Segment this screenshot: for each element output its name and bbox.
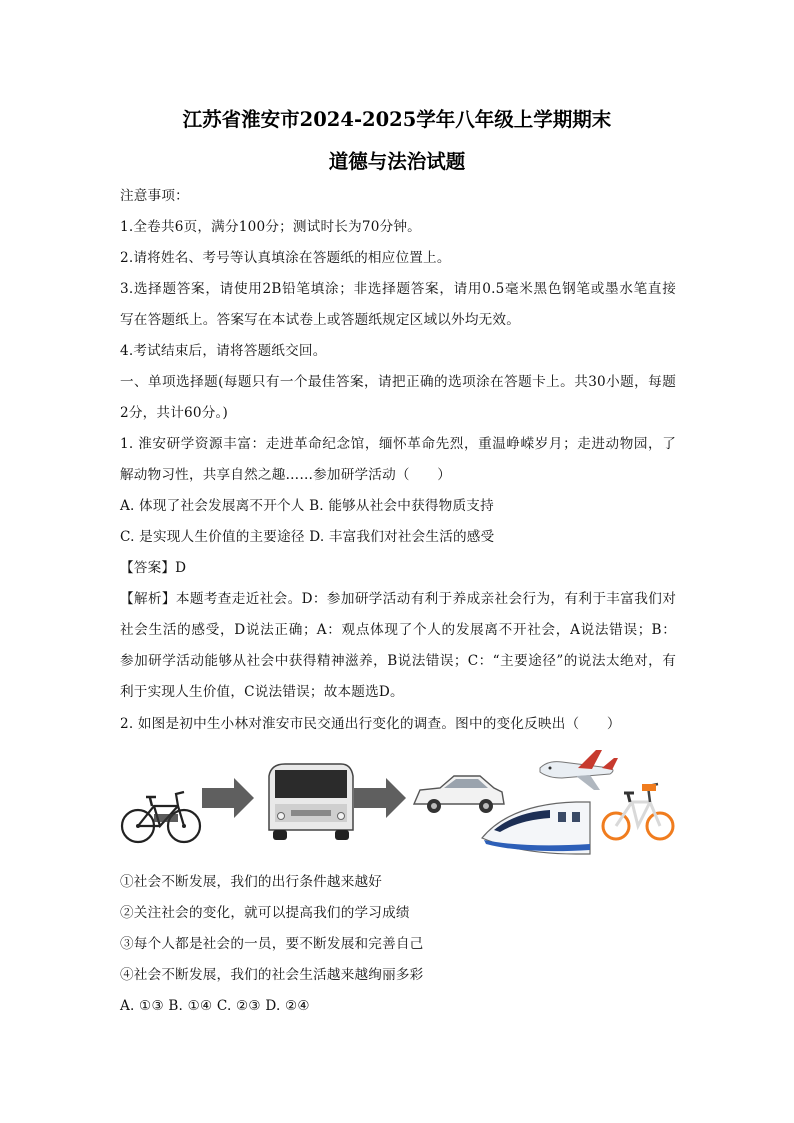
q1-options-cd: C. 是实现人生价值的主要途径 D. 丰富我们对社会生活的感受 xyxy=(120,529,495,545)
section-heading-cont: 2分，共计60分。) xyxy=(120,405,229,421)
q1-stem-cont: 解动物习性，共享自然之趣……参加研学活动（ ） xyxy=(120,467,452,483)
notes-header: 注意事项： xyxy=(120,188,189,204)
note-item: 3.选择题答案，请使用2B铅笔填涂；非选择题答案，请用0.5毫米黑色钢笔或墨水笔直接 xyxy=(120,281,676,297)
bus-icon xyxy=(269,764,353,840)
q1-analysis: 利于实现人生价值，C说法错误；故本题选D。 xyxy=(120,684,404,700)
car-icon xyxy=(414,776,504,813)
page-title: 江苏省淮安市2024-2025学年八年级上学期期末 xyxy=(182,108,612,131)
q2-statement: ④社会不断发展，我们的社会生活越来越绚丽多彩 xyxy=(120,967,424,983)
q2-statement: ③每个人都是社会的一员，要不断发展和完善自己 xyxy=(120,936,424,952)
note-item: 4.考试结束后，请将答题纸交回。 xyxy=(120,343,327,359)
transport-figure xyxy=(118,748,678,860)
q1-analysis: 参加研学活动能够从社会中获得精神滋养，B说法错误；C：“主要途径”的说法太绝对，有 xyxy=(120,653,676,669)
q2-stem: 2. 如图是初中生小林对淮安市民交通出行变化的调查。图中的变化反映出（ ） xyxy=(120,716,621,732)
bicycle-icon xyxy=(122,792,200,842)
airplane-icon xyxy=(540,750,618,790)
q2-statement: ②关注社会的变化，就可以提高我们的学习成绩 xyxy=(120,905,410,921)
arrow-icon xyxy=(354,778,406,818)
q1-answer: 【答案】D xyxy=(120,560,187,576)
high-speed-train-icon xyxy=(482,802,590,854)
q2-options: A. ①③ B. ①④ C. ②③ D. ②④ xyxy=(120,998,310,1014)
arrow-icon xyxy=(202,778,254,818)
note-item: 2.请将姓名、考号等认真填涂在答题纸的相应位置上。 xyxy=(120,250,451,266)
note-item: 1.全卷共6页，满分100分；测试时长为70分钟。 xyxy=(120,219,421,235)
q1-options-ab: A. 体现了社会发展离不开个人 B. 能够从社会中获得物质支持 xyxy=(120,498,494,514)
q2-statement: ①社会不断发展，我们的出行条件越来越好 xyxy=(120,874,383,890)
q1-analysis: 社会生活的感受，D说法正确；A：观点体现了个人的发展离不开社会，A说法错误；B： xyxy=(120,622,676,638)
page-subtitle: 道德与法治试题 xyxy=(328,150,466,173)
section-heading: 一、单项选择题(每题只有一个最佳答案，请把正确的选项涂在答题卡上。共30小题，每题 xyxy=(120,374,676,390)
q1-analysis: 【解析】本题考查走近社会。D：参加研学活动有利于养成亲社会行为，有利于丰富我们对 xyxy=(120,591,676,607)
note-item: 写在答题纸上。答案写在本试卷上或答题纸规定区域以外均无效。 xyxy=(120,312,521,328)
shared-bike-icon xyxy=(603,784,673,839)
q1-stem: 1. 淮安研学资源丰富：走进革命纪念馆，缅怀革命先烈，重温峥嵘岁月；走进动物园，了 xyxy=(120,436,676,452)
